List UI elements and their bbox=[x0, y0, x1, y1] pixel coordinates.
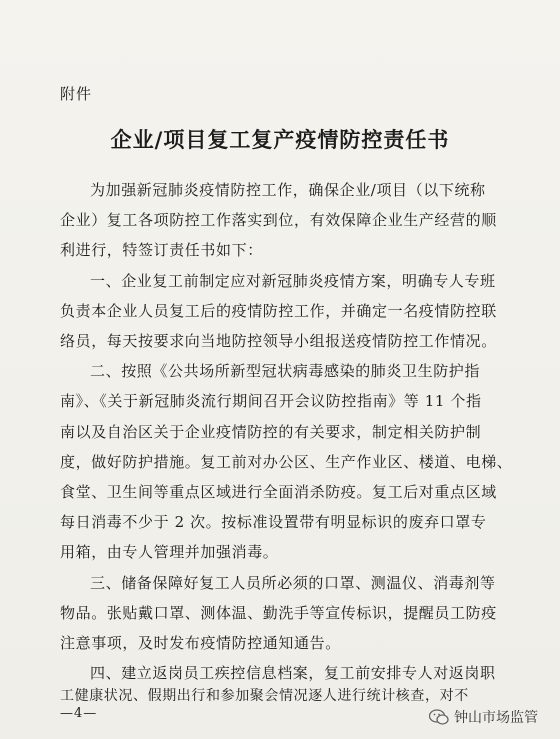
paragraph-line: 利进行，特签订责任书如下： bbox=[60, 241, 263, 259]
wechat-icon bbox=[429, 709, 449, 726]
paragraph-line: 负责本企业人员复工后的疫情防控工作，并确定一名疫情防控联 bbox=[60, 302, 497, 320]
paragraph-line: 南以及自治区关于企业疫情防控的有关要求，制定相关防护制 bbox=[60, 423, 482, 441]
paragraph-line: 三、储备保障好复工人员所必须的口罩、测温仪、消毒剂等 bbox=[90, 574, 496, 592]
paragraph-line: 物品。张贴戴口罩、测体温、勤洗手等宣传标识，提醒员工防疫 bbox=[60, 604, 497, 622]
paragraph-line: 每日消毒不少于 2 次。按标准设置带有明显标识的废弃口罩专 bbox=[60, 513, 487, 531]
paragraph-line: 络员，每天按要求向当地防控领导小组报送疫情防控工作情况。 bbox=[60, 332, 497, 350]
paragraph-line: 四、建立返岗员工疾控信息档案，复工前安排专人对返岗职 bbox=[90, 664, 496, 682]
page-number: —4— bbox=[60, 706, 98, 721]
paragraph-line: 工健康状况、假期出行和参加聚会情况逐人进行统计核查，对不 bbox=[60, 688, 469, 704]
paragraph-line: 南》、《关于新冠肺炎流行期间召开会议防控指南》等 11 个指 bbox=[60, 392, 482, 410]
paragraph-line: 一、企业复工前制定应对新冠肺炎疫情方案，明确专人专班 bbox=[90, 272, 496, 290]
paragraph-line: 为加强新冠肺炎疫情防控工作，确保企业/项目（以下统称 bbox=[90, 181, 486, 199]
watermark bbox=[429, 707, 538, 727]
paragraph-line: 用箱，由专人管理并加强消毒。 bbox=[60, 543, 279, 561]
document-title: 企业/项目复工复产疫情防控责任书 bbox=[110, 127, 450, 152]
attachment-label: 附件 bbox=[60, 85, 93, 103]
paragraph-line: 二、按照《公共场所新型冠状病毒感染的肺炎卫生防护指 bbox=[90, 362, 481, 380]
paragraph-line: 注意事项，及时发布疫情防控通知通告。 bbox=[60, 634, 341, 652]
paragraph-line: 企业）复工各项防控工作落实到位，有效保障企业生产经营的顺 bbox=[60, 211, 497, 229]
paragraph-line: 度，做好防护措施。复工前对办公区、生产作业区、楼道、电梯、 bbox=[60, 453, 513, 471]
paragraph-line: 食堂、卫生间等重点区域进行全面消杀防疫。复工后对重点区域 bbox=[60, 483, 497, 501]
watermark-text: 钟山市场监管 bbox=[454, 710, 538, 726]
